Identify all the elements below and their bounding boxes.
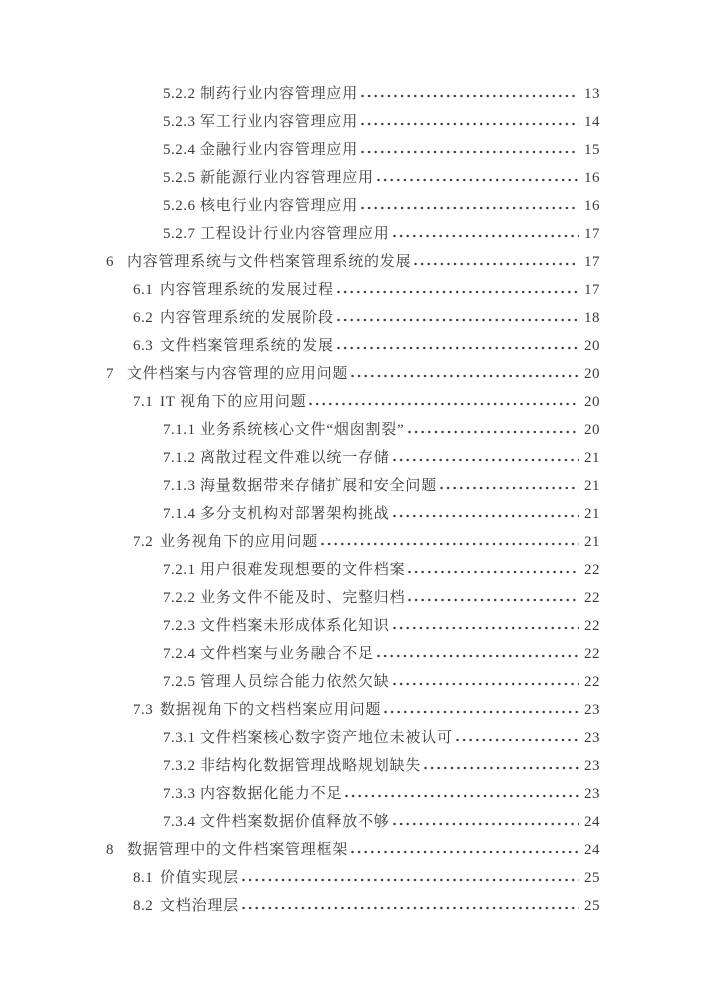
toc-entry-page: 21 — [584, 450, 600, 466]
toc-entry-number: 7.3.4 — [163, 814, 196, 830]
toc-entry-page: 17 — [584, 254, 600, 270]
dot-leader — [393, 626, 579, 630]
dot-leader — [361, 122, 579, 126]
toc-entry-page: 16 — [584, 198, 600, 214]
toc-entry[interactable] — [0, 584, 710, 612]
toc-entry[interactable] — [0, 472, 710, 500]
dot-leader — [321, 542, 579, 546]
dot-leader — [351, 850, 579, 854]
toc-entry-page: 17 — [584, 226, 600, 242]
toc-entry[interactable] — [0, 248, 710, 276]
toc-entry[interactable] — [0, 304, 710, 332]
toc-entry-title: 文件档案与内容管理的应用问题 — [127, 366, 349, 382]
toc-entry-title: 业务系统核心文件“烟囱割裂” — [200, 422, 405, 438]
toc-entry-title: 文件档案未形成体系化知识 — [200, 618, 390, 634]
toc-entry-title: 文档治理层 — [160, 898, 240, 914]
dot-leader — [242, 906, 579, 910]
toc-entry[interactable] — [0, 500, 710, 528]
toc-entry-page: 22 — [584, 674, 600, 690]
toc-entry-number: 7.1.4 — [163, 506, 196, 522]
toc-entry-title: 多分支机构对部署架构挑战 — [200, 506, 390, 522]
toc-entry[interactable] — [0, 696, 710, 724]
toc-entry-title: 内容管理系统与文件档案管理系统的发展 — [127, 254, 412, 270]
toc-entry[interactable] — [0, 164, 710, 192]
toc-entry-page: 23 — [584, 786, 600, 802]
toc-entry-number: 6.1 — [133, 282, 154, 298]
dot-leader — [393, 234, 579, 238]
toc-entry-title: 用户很难发现想要的文件档案 — [200, 562, 406, 578]
toc-entry-number: 8.2 — [133, 898, 154, 914]
toc-entry-number: 8 — [106, 842, 114, 858]
toc-entry[interactable] — [0, 752, 710, 780]
toc-entry-number: 7.2.4 — [163, 646, 196, 662]
toc-entry-number: 6 — [106, 254, 114, 270]
toc-entry-page: 15 — [584, 142, 600, 158]
dot-leader — [361, 206, 579, 210]
toc-entry-page: 13 — [584, 86, 600, 102]
toc-entry-number: 7.2.5 — [163, 674, 196, 690]
toc-entry-number: 7 — [106, 366, 114, 382]
toc-entry-title: 文件档案核心数字资产地位未被认可 — [200, 730, 453, 746]
dot-leader — [337, 346, 579, 350]
toc-entry-page: 23 — [584, 730, 600, 746]
toc-entry-page: 20 — [584, 338, 600, 354]
toc-entry-number: 5.2.2 — [163, 86, 196, 102]
dot-leader — [456, 738, 579, 742]
dot-leader — [408, 598, 579, 602]
toc-entry-number: 7.3.3 — [163, 786, 196, 802]
toc-entry-page: 16 — [584, 170, 600, 186]
dot-leader — [384, 710, 579, 714]
toc-entry-page: 22 — [584, 618, 600, 634]
toc-entry-page: 25 — [584, 898, 600, 914]
toc-entry[interactable] — [0, 332, 710, 360]
toc-entry-page: 21 — [584, 478, 600, 494]
toc-entry[interactable] — [0, 808, 710, 836]
toc-entry-title: 业务视角下的应用问题 — [160, 534, 319, 550]
toc-entry[interactable] — [0, 360, 710, 388]
toc-entry[interactable] — [0, 80, 710, 108]
toc-entry-page: 23 — [584, 758, 600, 774]
toc-entry-number: 6.3 — [133, 338, 154, 354]
toc-entry-number: 7.1 — [133, 394, 154, 410]
toc-entry-page: 20 — [584, 394, 600, 410]
toc-entry-page: 17 — [584, 282, 600, 298]
toc-entry-title: 海量数据带来存储扩展和安全问题 — [200, 478, 438, 494]
toc-entry[interactable] — [0, 416, 710, 444]
dot-leader — [377, 178, 579, 182]
toc-entry-title: 金融行业内容管理应用 — [200, 142, 359, 158]
toc-entry-page: 24 — [584, 814, 600, 830]
toc-entry-page: 14 — [584, 114, 600, 130]
toc-entry-number: 7.3.2 — [163, 758, 196, 774]
dot-leader — [408, 570, 579, 574]
toc-entry-number: 7.1.2 — [163, 450, 196, 466]
toc-entry-number: 7.2.2 — [163, 590, 196, 606]
toc-entry[interactable] — [0, 780, 710, 808]
toc-entry-title: 军工行业内容管理应用 — [200, 114, 359, 130]
toc-entry-number: 7.3 — [133, 702, 154, 718]
toc-entry[interactable] — [0, 668, 710, 696]
dot-leader — [337, 318, 579, 322]
toc-entry-title: 新能源行业内容管理应用 — [200, 170, 374, 186]
toc-entry-title: 非结构化数据管理战略规划缺失 — [200, 758, 422, 774]
toc-entry-page: 22 — [584, 646, 600, 662]
toc-entry-title: 文件档案与业务融合不足 — [200, 646, 374, 662]
dot-leader — [393, 682, 579, 686]
dot-leader — [414, 262, 579, 266]
dot-leader — [408, 430, 579, 434]
toc-entry[interactable] — [0, 612, 710, 640]
toc-entry-title: 文件档案数据价值释放不够 — [200, 814, 390, 830]
dot-leader — [337, 290, 579, 294]
toc-entry-title: 内容管理系统的发展过程 — [160, 282, 334, 298]
toc-entry-number: 7.1.1 — [163, 422, 196, 438]
toc-entry-title: 离散过程文件难以统一存储 — [200, 450, 390, 466]
toc-entry-title: 内容数据化能力不足 — [200, 786, 343, 802]
dot-leader — [424, 766, 579, 770]
toc-entry-page: 22 — [584, 562, 600, 578]
toc-entry-page: 25 — [584, 870, 600, 886]
toc-entry[interactable] — [0, 724, 710, 752]
toc-entry-title: 数据视角下的文档档案应用问题 — [160, 702, 382, 718]
dot-leader — [393, 458, 579, 462]
toc-entry-page: 21 — [584, 534, 600, 550]
toc-entry-title: IT 视角下的应用问题 — [160, 394, 307, 410]
toc-entry-number: 6.2 — [133, 310, 154, 326]
toc-entry-number: 5.2.5 — [163, 170, 196, 186]
toc-entry-page: 20 — [584, 366, 600, 382]
toc-entry-page: 18 — [584, 310, 600, 326]
toc-entry[interactable] — [0, 864, 710, 892]
toc-entry-number: 8.1 — [133, 870, 154, 886]
toc-entry[interactable] — [0, 220, 710, 248]
toc-entry-number: 5.2.6 — [163, 198, 196, 214]
toc-entry[interactable] — [0, 192, 710, 220]
toc-entry-page: 20 — [584, 422, 600, 438]
toc-entry[interactable] — [0, 276, 710, 304]
toc-entry[interactable] — [0, 556, 710, 584]
dot-leader — [393, 822, 579, 826]
toc-entry-title: 文件档案管理系统的发展 — [160, 338, 334, 354]
dot-leader — [242, 878, 579, 882]
toc-entry-title: 核电行业内容管理应用 — [200, 198, 359, 214]
toc-entry[interactable] — [0, 640, 710, 668]
toc-entry-number: 7.1.3 — [163, 478, 196, 494]
toc-entry-number: 7.3.1 — [163, 730, 196, 746]
dot-leader — [351, 374, 579, 378]
dot-leader — [361, 94, 579, 98]
toc-entry[interactable] — [0, 388, 710, 416]
toc-entry-title: 内容管理系统的发展阶段 — [160, 310, 334, 326]
dot-leader — [345, 794, 579, 798]
toc-entry[interactable] — [0, 836, 710, 864]
dot-leader — [377, 654, 579, 658]
dot-leader — [309, 402, 579, 406]
toc-entry-page: 24 — [584, 842, 600, 858]
table-of-contents — [0, 80, 710, 920]
dot-leader — [361, 150, 579, 154]
toc-entry-number: 7.2 — [133, 534, 154, 550]
toc-entry[interactable] — [0, 444, 710, 472]
toc-entry[interactable] — [0, 528, 710, 556]
dot-leader — [393, 514, 579, 518]
toc-entry-page: 23 — [584, 702, 600, 718]
toc-entry[interactable] — [0, 892, 710, 920]
toc-entry-title: 工程设计行业内容管理应用 — [200, 226, 390, 242]
toc-entry-title: 制药行业内容管理应用 — [200, 86, 359, 102]
toc-entry-number: 7.2.3 — [163, 618, 196, 634]
dot-leader — [440, 486, 579, 490]
toc-entry-page: 21 — [584, 506, 600, 522]
toc-entry[interactable] — [0, 136, 710, 164]
toc-entry-number: 5.2.3 — [163, 114, 196, 130]
toc-entry-title: 业务文件不能及时、完整归档 — [200, 590, 406, 606]
toc-entry-page: 22 — [584, 590, 600, 606]
toc-entry-number: 5.2.7 — [163, 226, 196, 242]
toc-entry-number: 7.2.1 — [163, 562, 196, 578]
toc-entry[interactable] — [0, 108, 710, 136]
toc-entry-title: 管理人员综合能力依然欠缺 — [200, 674, 390, 690]
toc-entry-title: 数据管理中的文件档案管理框架 — [127, 842, 349, 858]
toc-entry-title: 价值实现层 — [160, 870, 240, 886]
toc-entry-number: 5.2.4 — [163, 142, 196, 158]
